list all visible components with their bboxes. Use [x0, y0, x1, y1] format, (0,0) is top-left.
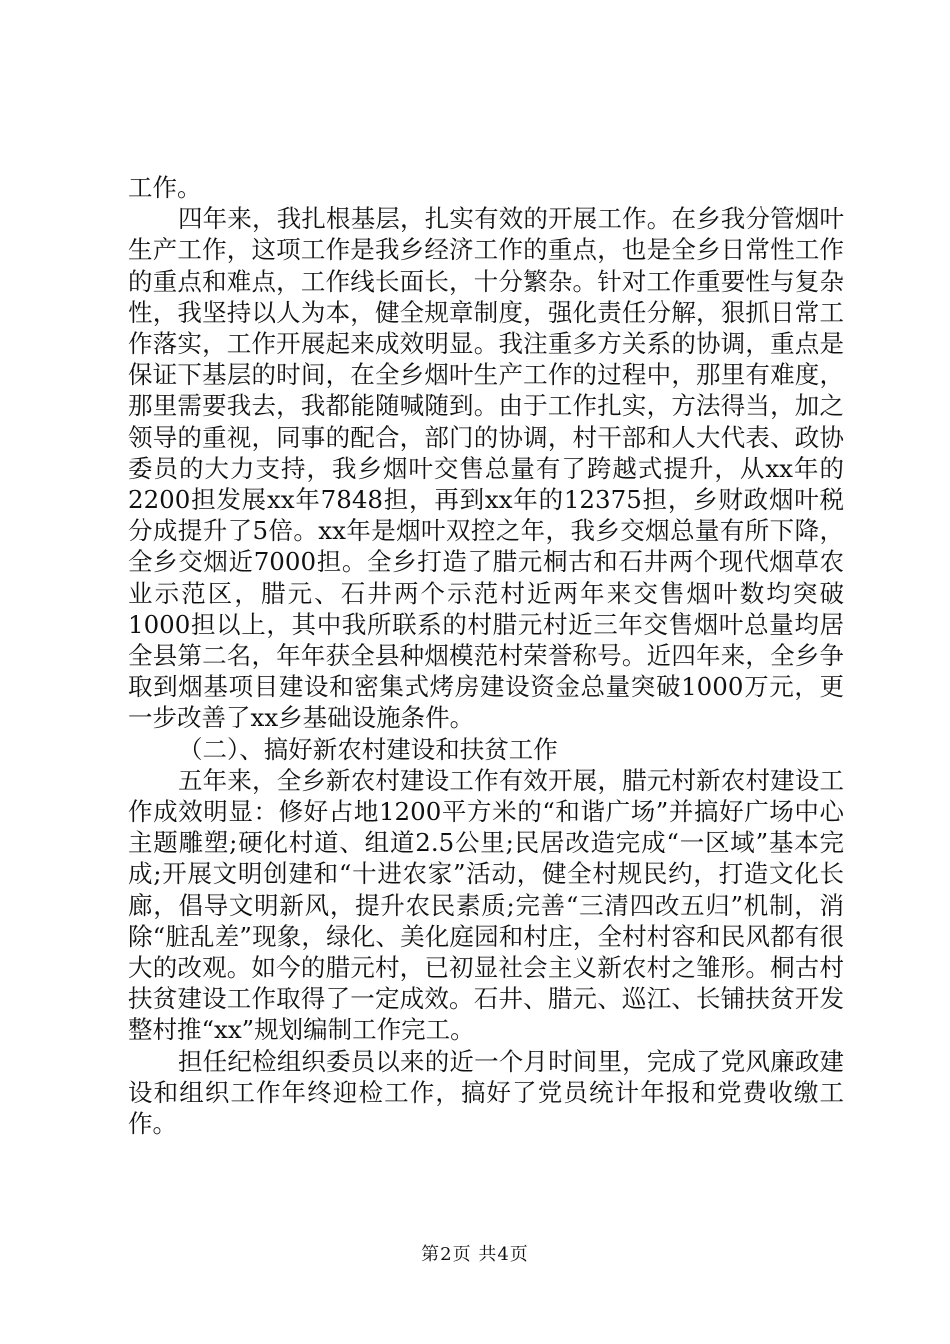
- paragraph-continuation: 工作。: [128, 173, 202, 202]
- paragraph-tobacco-work: 四年来，我扎根基层，扎实有效的开展工作。在乡我分管烟叶生产工作，这项工作是我乡经济工作的重点，也是全乡日常性工作的重点和难点，工作线长面长，十分繁杂。针对工作重要性与复杂性，我坚持以人为本，健全规章制度，强化责任分解，狠抓日常工作落实，工作开展起来成效明显。我注重多方关系的协调，重点是保证下基层的时间，在全乡烟叶生产工作的过程中，那里有难度，那里需要我去，我都能随喊随到。由于工作扎实，方法得当，加之领导的重视，同事的配合，部门的协调，村干部和人大代表、政协委员的大力支持，我乡烟叶交售总量有了跨越式提升，从xx年的2200担发展xx年7848担，再到xx年的12375担，乡财政烟叶税分成提升了5倍。xx年是烟叶双控之年，我乡交烟总量有所下降，全乡交烟近7000担。全乡打造了腊元桐古和石井两个现代烟草农业示范区，腊元、石井两个示范村近两年来交售烟叶数均突破1000担以上，其中我所联系的村腊元村近三年交售烟叶总量均居全县第二名，年年获全县种烟模范村荣誉称号。近四年来，全乡争取到烟基项目建设和密集式烤房建设资金总量突破1000万元，更一步改善了xx乡基础设施条件。: [128, 204, 844, 733]
- document-body: [128, 172, 844, 1139]
- paragraph-new-countryside: 五年来，全乡新农村建设工作有效开展，腊元村新农村建设工作成效明显：修好占地1200平方米的“和谐广场”并搞好广场中心主题雕塑;硬化村道、组道2.5公里;民居改造完成“一区域”基本完成;开展文明创建和“十进农家”活动，健全村规民约，打造文化长廊，倡导文明新风，提升农民素质;完善“三清四改五归”机制，消除“脏乱差”现象，绿化、美化庭园和村庄，全村村容和民风都有很大的改观。如今的腊元村，已初显社会主义新农村之雏形。桐古村扶贫建设工作取得了一定成效。石井、腊元、巡江、长铺扶贫开发整村推“xx”规划编制工作完工。: [128, 765, 844, 1045]
- section-heading: （二）、搞好新农村建设和扶贫工作: [178, 734, 558, 764]
- page-number-footer: 第2页 共4页: [421, 1244, 529, 1265]
- paragraph-discipline-work: 担任纪检组织委员以来的近一个月时间里，完成了党风廉政建设和组织工作年终迎检工作，搞好了党员统计年报和党费收缴工作。: [128, 1046, 844, 1139]
